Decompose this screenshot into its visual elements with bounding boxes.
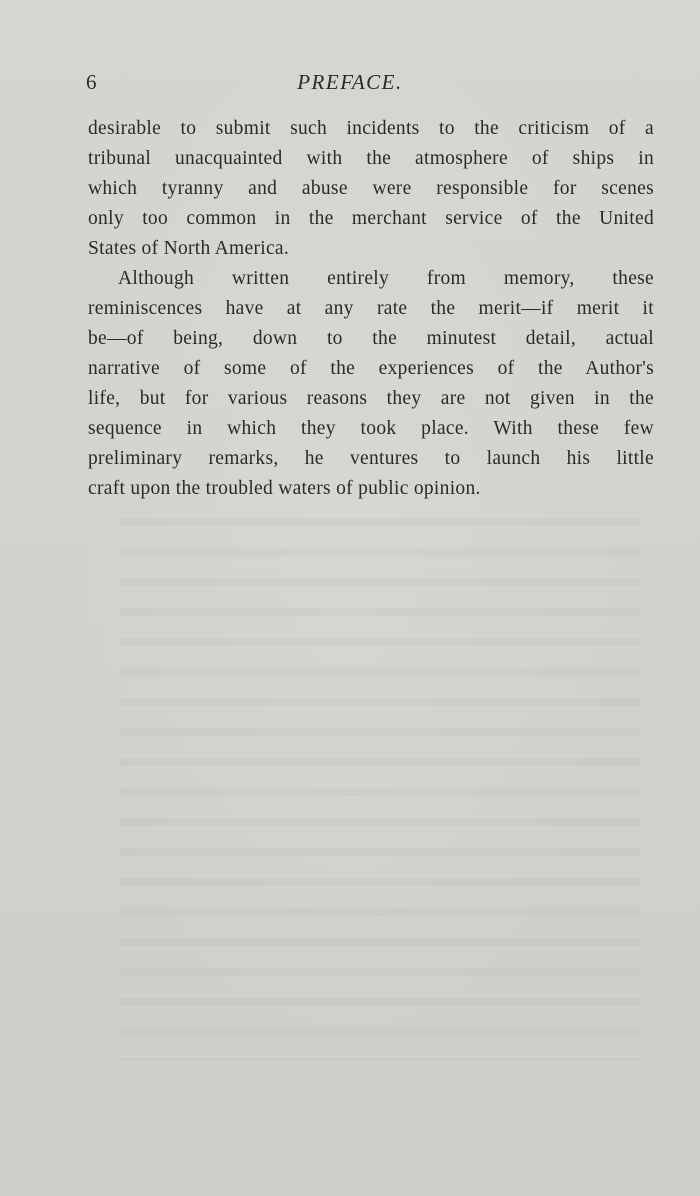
show-through-texture [120,500,640,1060]
text-line: desirable to submit such incidents to the criticism of a [88,118,654,139]
text-line: only too common in the merchant service of the United [88,208,654,229]
paragraph-start-line: Although written entirely from memory, these [118,268,654,289]
text-line: preliminary remarks, he ventures to launch his little [88,448,654,469]
running-head: PREFACE. [297,70,403,94]
text-line: be—of being, down to the minutest detail, actual [88,328,654,349]
preface-text [88,114,654,504]
text-line: tribunal unacquainted with the atmosphere of ships in [88,148,654,169]
text-line: life, but for various reasons they are not given in the [88,388,654,409]
text-line: sequence in which they took place. With these few [88,418,654,439]
paragraph-end-line: States of North America. [88,238,290,259]
text-line: reminiscences have at any rate the merit—if merit it [88,298,654,319]
text-line: which tyranny and abuse were responsible for scenes [88,178,654,199]
page-number: 6 [86,70,97,94]
paragraph-end-line: craft upon the troubled waters of public opinion. [88,478,481,499]
text-line: narrative of some of the experiences of the Author's [88,358,654,379]
